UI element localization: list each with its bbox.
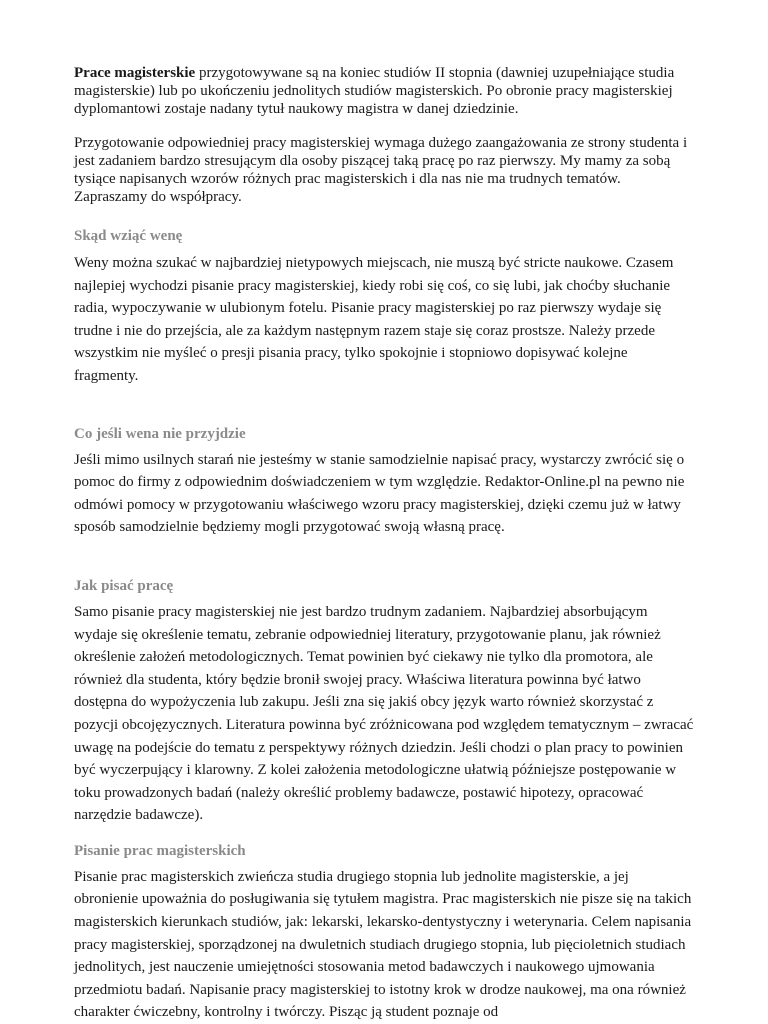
intro-paragraph-1-text: przygotowywane są na koniec studiów II stopnia (dawniej uzupełniające studia magisterskie) lub po ukończeniu jednolitych studiów magisterskich. Po obronie pracy magisterskiej dyplomantowi zostaje nadany tytuł naukowy magistra w danej dziedzinie.: [74, 65, 675, 117]
section-heading-1: Skąd wziąć wenę: [74, 228, 183, 244]
document-page: [74, 64, 694, 1024]
intro-paragraph-2: Przygotowanie odpowiedniej pracy magisterskiej wymaga dużego zaangażowania ze strony studenta i jest zadaniem bardzo stresującym dla osoby piszącej taką pracę po raz pierwszy. My mamy za sobą tysiące napisanych wzorów różnych prac magisterskich i dla nas nie ma trudnych tematów. Zapraszamy do współpracy.: [74, 135, 688, 205]
section-heading-3: Jak pisać pracę: [74, 577, 174, 594]
section-paragraph-2: Jeśli mimo usilnych starań nie jesteśmy w stanie samodzielnie napisać pracy, wystarczy zwrócić się o pomoc do firmy z odpowiednim doświadczeniem w tym względzie. Redaktor-Online.pl na pewno nie odmówi pomocy w przygotowaniu właściwego wzoru pracy magisterskiej, dzięki czemu już w łatwy sposób samodzielnie będziemy mogli przygotować swoją własną pracę.: [74, 451, 685, 536]
section-heading-2: Co jeśli wena nie przyjdzie: [74, 425, 246, 442]
section-paragraph-3: Samo pisanie pracy magisterskiej nie jest bardzo trudnym zadaniem. Najbardziej absorbującym wydaje się określenie tematu, zebranie odpowiedniej literatury, przygotowanie planu, jak również określenie założeń metodologicznych. Temat powinien być ciekawy nie tylko dla promotora, ale również dla studenta, który będzie bronił swojej pracy. Właściwa literatura powinna być łatwo dostępna do wypożyczenia lub zakupu. Jeśli zna się jakiś obcy język warto również skorzystać z pozycji obcojęzycznych. Literatura powinna być zróżnicowana pod względem tematycznym – zwracać uwagę na podejście do tematu z perspektywy różnych dziedzin. Jeśli chodzi o plan pracy to powinien być wyczerpujący i klarowny. Z kolei założenia metodologiczne ułatwią późniejsze postępowanie w toku prowadzonych badań (należy określić problemy badawcze, postawić hipotezy, opracować narzędzie badawcze).: [74, 603, 694, 824]
section-heading-4: Pisanie prac magisterskich: [74, 842, 246, 859]
section-paragraph-1: Weny można szukać w najbardziej nietypowych miejscach, nie muszą być stricte naukowe. Czasem najlepiej wychodzi pisanie pracy magisterskiej, kiedy robi się coś, co się lubi, jak choćby słuchanie radia, wypoczywanie w ulubionym fotelu. Pisanie pracy magisterskiej po raz pierwszy wydaje się trudne i nie do przejścia, ale za każdym następnym razem staje się coraz prostsze. Należy przede wszystkim nie myśleć o presji pisania pracy, tylko spokojnie i stopniowo dopisywać kolejne fragmenty.: [74, 255, 674, 384]
intro-paragraph-1: [74, 64, 694, 118]
section-paragraph-4: Pisanie prac magisterskich zwieńcza studia drugiego stopnia lub jednolite magisterskie, a jej obronienie upoważnia do posługiwania się tytułem magistra. Prac magisterskich nie pisze się na takich magisterskich kierunkach studiów, jak: lekarski, lekarsko-dentystyczny i weterynaria. Celem napisania pracy magisterskiej, sporządzonej na dwuletnich studiach drugiego stopnia, lub pięcioletnich studiach jednolitych, jest nauczenie umiejętności stosowania metod badawczych i naukowego ujmowania przedmiotu badań. Napisanie pracy magisterskiej to istotny krok w drodze naukowej, ma ona również charakter ćwiczebny, kontrolny i twórczy. Pisząc ją student poznaje od: [74, 868, 692, 1021]
intro-lead-bold: Prace magisterskie: [74, 65, 196, 81]
